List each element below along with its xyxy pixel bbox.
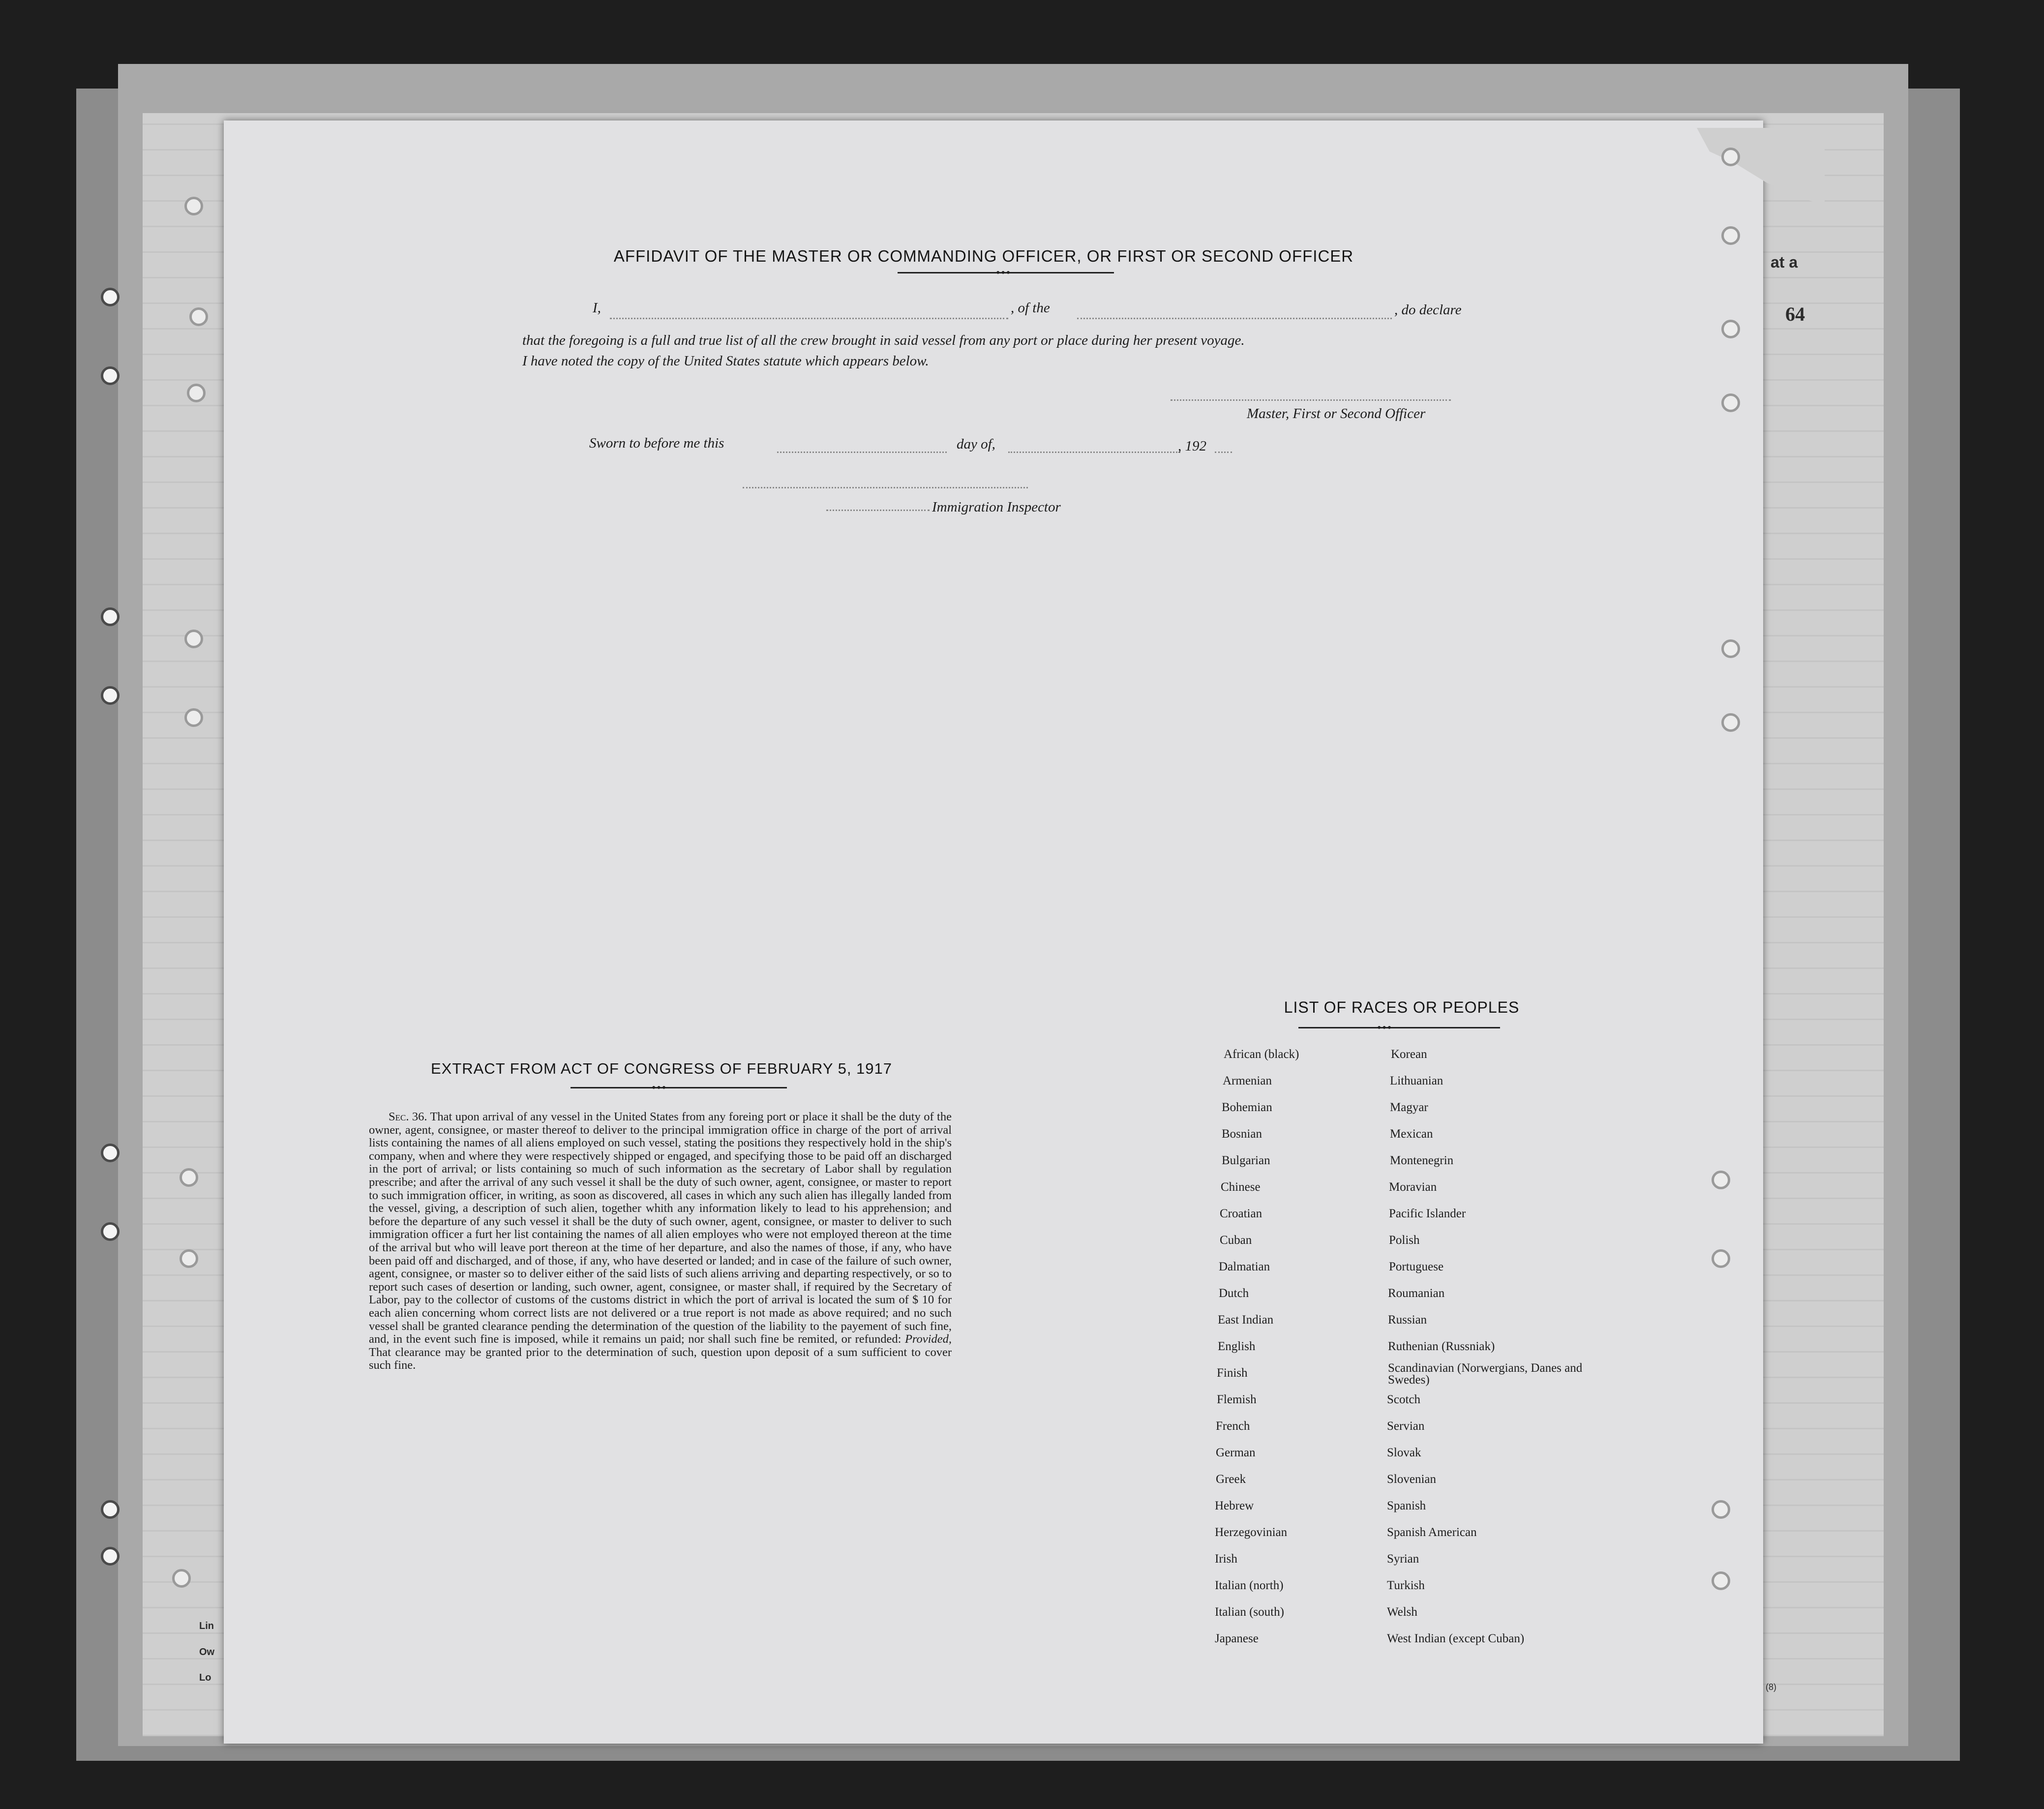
statute-tail: That clearance may be granted prior to the determination of such, question upon deposit of a sum sufficient to cover such fine.: [369, 1345, 952, 1372]
sworn-year-blank: [1215, 452, 1232, 453]
race-item: Magyar: [1390, 1101, 1428, 1114]
race-item: Roumanian: [1388, 1287, 1445, 1300]
title-ornament: •••: [996, 267, 1012, 279]
race-item: Welsh: [1387, 1605, 1417, 1619]
race-item: Bohemian: [1222, 1101, 1272, 1114]
extract-title-rule: [571, 1082, 787, 1094]
punch-hole: [187, 384, 206, 402]
ledger-edge-text: Lin: [199, 1621, 214, 1631]
punch-hole: [184, 197, 203, 215]
ledger-edge-number: 64: [1785, 303, 1805, 325]
signature-line: [1171, 399, 1451, 401]
race-item: African (black): [1224, 1048, 1299, 1061]
punch-hole: [1721, 320, 1740, 338]
punch-hole: [1712, 1171, 1730, 1189]
statute-provided: Provided,: [904, 1332, 952, 1346]
punch-hole: [1721, 148, 1740, 166]
race-item: Herzegovinian: [1215, 1526, 1288, 1539]
race-item: Lithuanian: [1390, 1074, 1443, 1087]
inspector-line: [826, 510, 930, 511]
punch-hole: [101, 1144, 120, 1162]
race-item: Italian (south): [1215, 1605, 1284, 1619]
punch-hole: [1721, 639, 1740, 658]
race-item: Dutch: [1219, 1287, 1249, 1300]
section-label: Sec. 36.: [389, 1110, 427, 1123]
affidavit-statement: that the foregoing is a full and true list of all the crew brought in said vessel from any port or place during her present voyage.: [522, 332, 1245, 348]
affidavit-i: I,: [593, 300, 601, 316]
race-item: Bosnian: [1222, 1127, 1262, 1141]
punch-hole: [1712, 1249, 1730, 1268]
statute-text: [369, 1111, 952, 1372]
affidavit-title: AFFIDAVIT OF THE MASTER OR COMMANDING OFFICER, OR FIRST OR SECOND OFFICER: [613, 247, 1354, 265]
ledger-edge-text: (8): [1766, 1682, 1776, 1692]
race-item: Japanese: [1215, 1632, 1259, 1645]
races-title: LIST OF RACES OR PEOPLES: [1284, 998, 1520, 1016]
punch-hole: [184, 708, 203, 727]
punch-hole: [101, 288, 120, 306]
punch-hole: [180, 1249, 198, 1268]
race-item: Spanish: [1387, 1499, 1426, 1512]
punch-hole: [1712, 1500, 1730, 1519]
race-item: French: [1216, 1419, 1250, 1433]
race-item: Hebrew: [1215, 1499, 1254, 1512]
punch-hole: [101, 1500, 120, 1519]
race-item: Turkish: [1387, 1579, 1425, 1592]
sworn-month-blank: [1008, 452, 1180, 453]
sworn-day-of: day of,: [957, 436, 995, 452]
punch-hole: [1721, 226, 1740, 245]
race-item: Servian: [1387, 1419, 1425, 1433]
punch-hole: [1721, 713, 1740, 732]
race-item: Greek: [1216, 1473, 1246, 1486]
affidavit-declare: , do declare: [1394, 302, 1462, 318]
ledger-edge-text: Lo: [199, 1672, 211, 1683]
race-item: Finish: [1217, 1366, 1248, 1380]
extract-title-ornament: •••: [652, 1082, 667, 1094]
punch-hole: [1721, 393, 1740, 412]
race-item: Scotch: [1387, 1393, 1421, 1406]
punch-hole: [101, 1222, 120, 1241]
inspector-label: Immigration Inspector: [932, 499, 1061, 515]
race-item: Pacific Islander: [1389, 1207, 1466, 1220]
race-item: Slovak: [1387, 1446, 1421, 1459]
race-item: Chinese: [1221, 1180, 1261, 1194]
punch-hole: [101, 1547, 120, 1566]
punch-hole: [101, 607, 120, 626]
race-item: Croatian: [1220, 1207, 1262, 1220]
race-item: Russian: [1388, 1313, 1427, 1327]
race-item: Flemish: [1217, 1393, 1257, 1406]
punch-hole: [1712, 1571, 1730, 1590]
races-title-rule: [1298, 1022, 1500, 1034]
race-item: Slovenian: [1387, 1473, 1436, 1486]
race-item: Dalmatian: [1219, 1260, 1270, 1273]
race-item: Korean: [1391, 1048, 1427, 1061]
race-item: Cuban: [1220, 1234, 1252, 1247]
race-item: German: [1216, 1446, 1256, 1459]
sworn-day-blank: [777, 452, 947, 453]
punch-hole: [189, 307, 208, 326]
inspector-line-top: [743, 487, 1028, 488]
race-item: Ruthenian (Russniak): [1388, 1340, 1495, 1353]
name-blank: [610, 318, 1008, 319]
sworn-prefix: Sworn to before me this: [589, 435, 724, 451]
race-item: Italian (north): [1215, 1579, 1284, 1592]
statute-body: That upon arrival of any vessel in the United States from any foreing port or place it shall be the duty of the owner, agent, consignee, or master thereof to deliver to the principal immigration office in charge of the port of arrival lists containing the names of all aliens employed on such vessel, stating the positions they respectively hold in the ship's company, when and where they were respectively shipped or engaged, and specifying those to be paid off an discharged in the port of arrival; or lists containing so much of such information as the secretary of Labor shall by regulation prescribe; and after the arrival of any such vessel it shall be the duty of such owner, agent, consignee, or master to report to such immigration officer, in writing, as soon as discovered, all cases in which any such alien has illegally landed from the vessel, giving, a description of such alien, together whith any information likely to lead to his apprehension; and before the departure of any such vessel it shall be the duty of such owner, agent, consignee, or master to deliver to such immigration officer a furt her list containing the names of all alien employes who were not employed thereon at the time of the arrival but who will leave port thereon at the time of her departure, and also the names of those, if any, who have been paid off and discharged, and of those, if any, who have deserted or landed; and in case of the failure of such owner, agent, consignee, or master so to deliver either of the said lists of such aliens arriving and departing respectively, or so to report such cases of desertion or landing, such owner, agent, consignee, or master shall, if required by the Secretary of Labor, pay to the collector of customs of the customs district in which the port of arrival is located the sum of $ 10 for each alien concerning whom correct lists are not delivered or a true report is not made as above required; and no such vessel shall be granted clearance pending the determination of the question of the liability to the payement of such fine, and, in the event such fine is imposed, while it remains un paid; nor shall such fine be remited, or refunded:: [369, 1110, 952, 1346]
ledger-edge-text: at a: [1771, 253, 1798, 271]
sworn-year: , 192: [1178, 438, 1206, 454]
race-item: Irish: [1215, 1552, 1237, 1566]
race-item: English: [1218, 1340, 1256, 1353]
race-item: East Indian: [1218, 1313, 1274, 1327]
race-item: Bulgarian: [1222, 1154, 1270, 1167]
races-title-ornament: •••: [1377, 1022, 1393, 1034]
punch-hole: [101, 366, 120, 385]
extract-title: EXTRACT FROM ACT OF CONGRESS OF FEBRUARY 5, 1917: [430, 1060, 893, 1077]
race-item: Montenegrin: [1390, 1154, 1454, 1167]
race-item: Moravian: [1389, 1180, 1437, 1194]
ledger-edge-text: Ow: [199, 1647, 215, 1658]
race-item: Scandinavian (Norwergians, Danes and Swedes): [1388, 1361, 1583, 1387]
race-item: Spanish American: [1387, 1526, 1477, 1539]
punch-hole: [184, 630, 203, 648]
punch-hole: [101, 686, 120, 705]
race-item: Portuguese: [1389, 1260, 1444, 1273]
race-item: West Indian (except Cuban): [1387, 1632, 1525, 1645]
race-item: Mexican: [1390, 1127, 1433, 1141]
affidavit-of-the: , of the: [1011, 300, 1050, 316]
race-item: Armenian: [1223, 1074, 1272, 1087]
race-item: Polish: [1389, 1234, 1420, 1247]
race-item: Syrian: [1387, 1552, 1419, 1566]
punch-hole: [180, 1168, 198, 1187]
affidavit-page: [224, 121, 1763, 1744]
signature-label: Master, First or Second Officer: [1247, 406, 1426, 422]
vessel-blank: [1077, 318, 1392, 319]
affidavit-statute-note: I have noted the copy of the United States statute which appears below.: [522, 353, 929, 369]
punch-hole: [172, 1569, 191, 1588]
